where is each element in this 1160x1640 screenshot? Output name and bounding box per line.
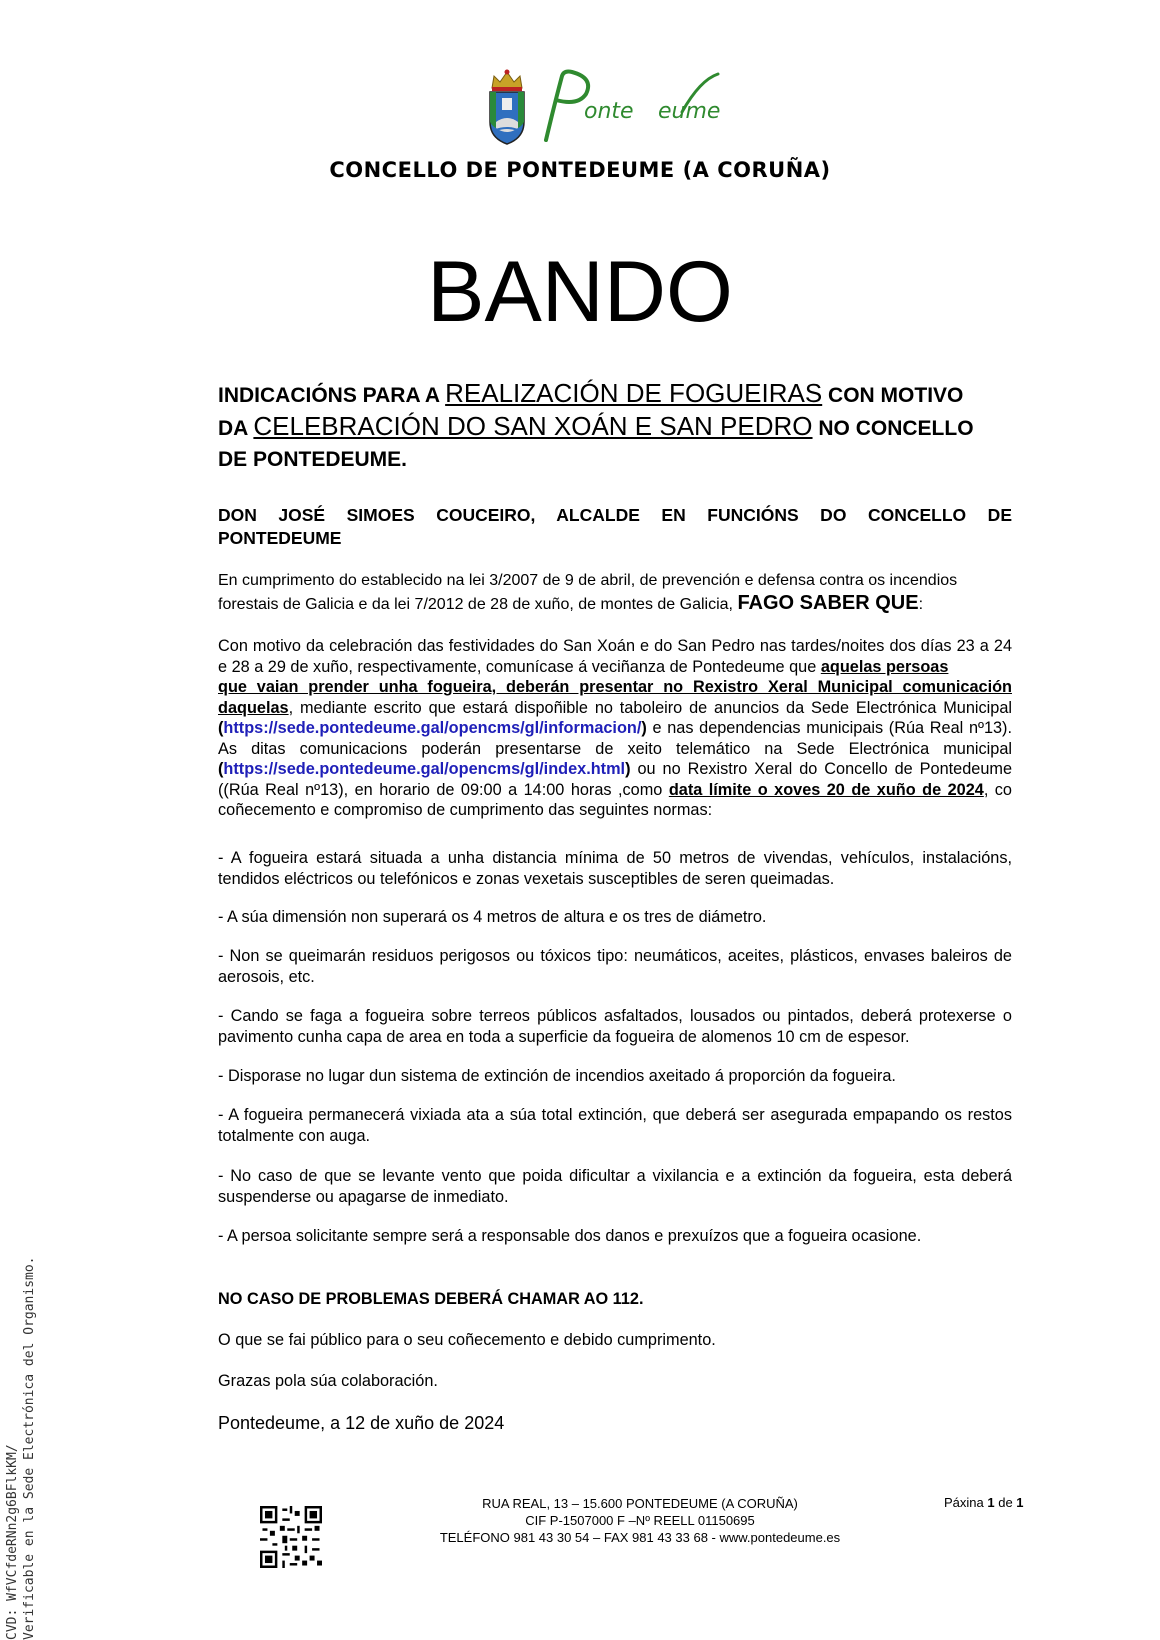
main-paren: (	[218, 760, 224, 778]
footer-phone: TELÉFONO 981 43 30 54 – FAX 981 43 33 68 - www.pontedeume.es	[439, 1530, 841, 1545]
sede-electronica-link[interactable]: https://sede.pontedeume.gal/opencms/gl/index.html	[223, 760, 626, 778]
page-current: 1	[987, 1495, 995, 1510]
subject-heading	[218, 378, 1012, 475]
pontedeume-wordmark	[532, 66, 742, 146]
thanks-line: Grazas pola súa colaboración.	[218, 1372, 438, 1390]
place-and-date: Pontedeume, a 12 de xuño de 2024	[218, 1413, 505, 1433]
footer-contact	[400, 1495, 880, 1546]
mayor-heading	[218, 504, 1012, 550]
informacion-link[interactable]: https://sede.pontedeume.gal/opencms/gl/informacion/	[223, 719, 642, 737]
main-text: ou no Rexistro Xeral do Concello de Pontedeume ((Rúa Real nº13), en horario de 09:00 a 14:00 horas ,como	[218, 760, 1012, 799]
legal-preamble	[218, 570, 1012, 616]
rule-item: - A fogueira permanecerá vixiada ata a súa total extinción, que deberá ser asegurada empapando os restos totalmente con auga.	[218, 1106, 1012, 1145]
verification-side-text	[4, 1256, 38, 1640]
main-emphasis: daquelas	[218, 698, 289, 717]
main-text: Con motivo da celebración das festividades do San Xoán e do San Pedro nas tardes/noites dos días 23 a 24 e 28 a 29 de xuño, respectivamente, comunícase á veciñanza de Pontedeume que	[218, 637, 1012, 676]
closing-line: O que se fai público para o seu coñecemento e debido cumprimento.	[218, 1331, 716, 1349]
subject-text: NO CONCELLO	[812, 417, 974, 440]
rule-item: - A fogueira estará situada a unha distancia mínima de 50 metros de vivendas, vehículos, instalacións, tendidos eléctricos ou telefónicos e zonas vexetais susceptibles de seren queimadas.	[218, 849, 1012, 888]
qr-code-icon	[260, 1506, 322, 1568]
subject-text: DA	[218, 417, 254, 440]
main-text: , mediante escrito que estará dispoñible no taboleiro de anuncios da Sede Electrónica Municipal	[288, 698, 1012, 717]
page-prefix: Páxina	[944, 1495, 988, 1510]
cvd-code: CVD: WfVCfdeRNn2g6BFlkKM/	[5, 1444, 20, 1640]
footer-address: RUA REAL, 13 – 15.600 PONTEDEUME (A CORUÑA)	[482, 1496, 798, 1511]
rule-item: - No caso de que se levante vento que poida dificultar a vixilancia e a extinción da fogueira, esta deberá suspenderse ou apagarse de inmediato.	[218, 1167, 1012, 1206]
rule-item: - Cando se faga a fogueira sobre terreos públicos asfaltados, lousados ou pintados, deberá protexerse o pavimento cunha capa de area en toda a superficie da fogueira de alomenos 10 cm de espesor.	[218, 1007, 1012, 1046]
coat-of-arms-icon	[482, 66, 532, 146]
main-paren: (	[218, 719, 224, 737]
organization-name: CONCELLO DE PONTEDEUME (A CORUÑA)	[329, 158, 831, 182]
main-emphasis: que vaian prender unha fogueira, deberán presentar no Rexistro Xeral Municipal comunicación	[218, 678, 1012, 696]
mayor-line: DON JOSÉ SIMOES COUCEIRO, ALCALDE EN FUNCIÓNS DO CONCELLO DE	[218, 505, 1012, 525]
subject-emphasis: REALIZACIÓN DE FOGUEIRAS	[445, 378, 823, 408]
mayor-line: PONTEDEUME	[218, 528, 342, 548]
svg-text:onte: onte	[584, 99, 634, 124]
pontedeume-logo	[482, 66, 742, 146]
main-emphasis: aquelas persoas	[820, 657, 949, 676]
main-text: , co coñecemento e compromiso de cumprimento das seguintes normas:	[218, 780, 1012, 819]
footer-cif: CIF P-1507000 F –Nº REELL 01150695	[525, 1513, 755, 1528]
preamble-line: En cumprimento do establecido na lei 3/2007 de 9 de abril, de prevención e defensa contra os incendios	[218, 572, 958, 589]
deadline-emphasis: data límite o xoves 20 de xuño de 2024	[668, 780, 984, 799]
subject-emphasis: CELEBRACIÓN DO SAN XOÁN E SAN PEDRO	[253, 411, 813, 441]
subject-text: DE PONTEDEUME.	[218, 448, 408, 471]
document-title: BANDO	[427, 244, 733, 340]
subject-text: CON MOTIVO	[822, 384, 964, 407]
rule-item: - A súa dimensión non superará os 4 metros de altura e os tres de diámetro.	[218, 908, 767, 926]
page-total: 1	[1016, 1495, 1024, 1510]
preamble-line: forestais de Galicia e da lei 7/2012 de 28 de xuño, de montes de Galicia,	[218, 596, 738, 613]
preamble-colon: :	[918, 596, 924, 613]
page-number	[944, 1495, 1024, 1510]
rule-item: - Disporase no lugar dun sistema de extinción de incendios axeitado á proporción da fogueira.	[218, 1067, 896, 1085]
rule-item: - Non se queimarán residuos perigosos ou tóxicos tipo: neumáticos, aceites, plásticos, envases baleiros de aerosois, etc.	[218, 947, 1012, 986]
main-paren: )	[625, 760, 631, 778]
svg-text:eume: eume	[658, 99, 721, 124]
main-paragraph	[218, 636, 1012, 821]
verification-note: Verificable en la Sede Electrónica del Organismo.	[22, 1256, 37, 1640]
main-paren: )	[641, 719, 647, 737]
rule-item: - A persoa solicitante sempre será a responsable dos danos e prexuízos que a fogueira ocasione.	[218, 1227, 922, 1245]
page-mid: de	[994, 1495, 1017, 1510]
emergency-warning: NO CASO DE PROBLEMAS DEBERÁ CHAMAR AO 112.	[218, 1290, 644, 1308]
main-text: e nas dependencias municipais (Rúa Real nº13). As ditas comunicacions poderán presentarse de xeito telemático na Sede Electrónica municipal	[218, 719, 1012, 758]
fago-saber-que: FAGO SABER QUE	[737, 592, 919, 614]
subject-text: INDICACIÓNS PARA A	[218, 384, 446, 407]
